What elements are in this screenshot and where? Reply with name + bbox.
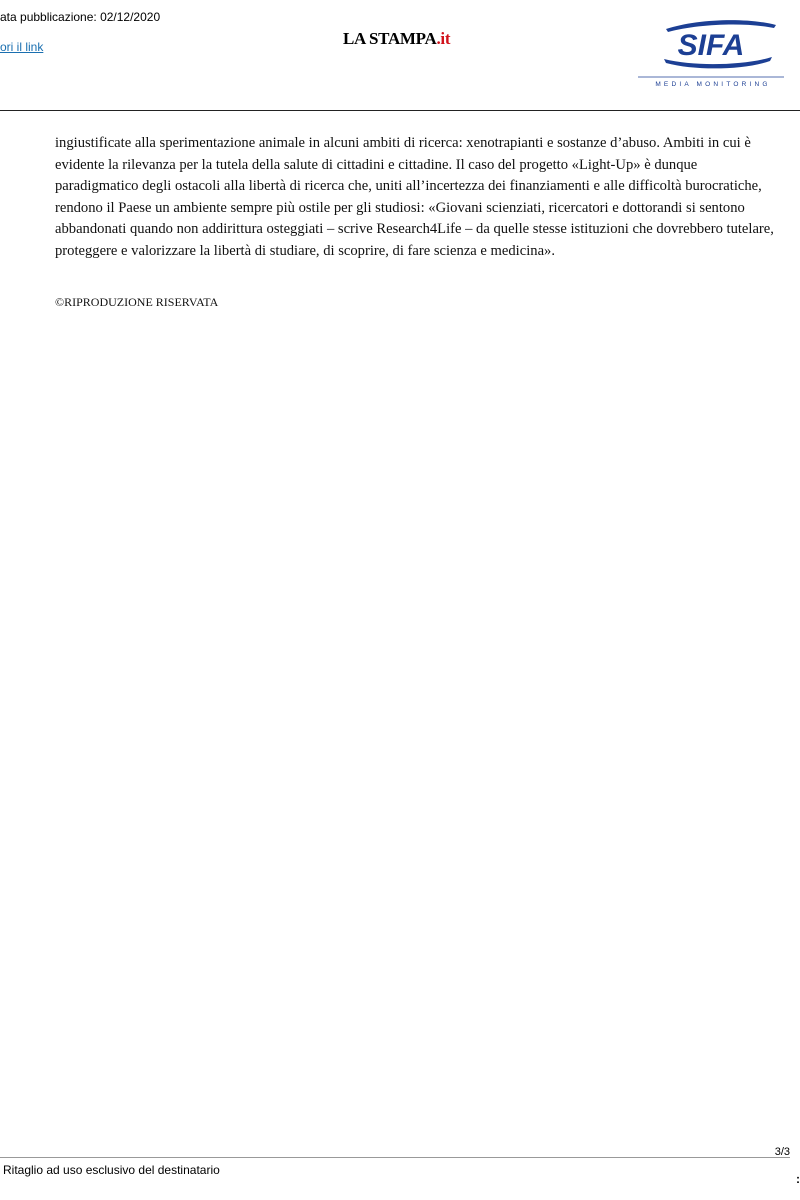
masthead-tld: .it <box>436 29 451 48</box>
masthead-logo <box>343 29 450 49</box>
logo-tagline: MEDIA MONITORING <box>655 81 771 88</box>
article-body <box>55 133 783 262</box>
footer-divider <box>0 1157 790 1158</box>
page-number: 3/3 <box>774 1146 790 1158</box>
open-link[interactable]: ori il link <box>0 40 44 54</box>
header-divider <box>0 110 800 111</box>
copyright-notice: ©RIPRODUZIONE RISERVATA <box>55 295 219 309</box>
sifa-logo <box>636 15 786 91</box>
footer-notice: Ritaglio ad uso esclusivo del destinatario <box>3 1163 220 1177</box>
masthead-name: LA STAMPA <box>343 29 437 48</box>
logo-brand: SIFA <box>677 29 745 62</box>
article-paragraph: ingiustificate alla sperimentazione animale in alcuni ambiti di ricerca: xenotrapianti e sostanze d’abuso. Ambiti in cui è evidente la rilevanza per la tutela della salute di cittadini e cittadine. Il caso del progetto «Light-Up» è dunque paradigmatico degli ostacoli alla libertà di ricerca che, uniti all’incertezza dei finanziamenti e alle difficoltà burocratiche, rendono il Paese un ambiente sempre più ostile per gli studiosi: «Giovani scienziati, ricercatori e dottorandi si sentono abbandonati quando non addirittura osteggiati – scrive Research4Life – da quelle stesse istituzioni che dovrebbero tutelare, proteggere e valorizzare la libertà di studiare, di scoprire, di fare scienza e medicina». <box>55 135 774 259</box>
footer-mark: : <box>796 1172 800 1186</box>
publication-date: ata pubblicazione: 02/12/2020 <box>0 10 161 24</box>
